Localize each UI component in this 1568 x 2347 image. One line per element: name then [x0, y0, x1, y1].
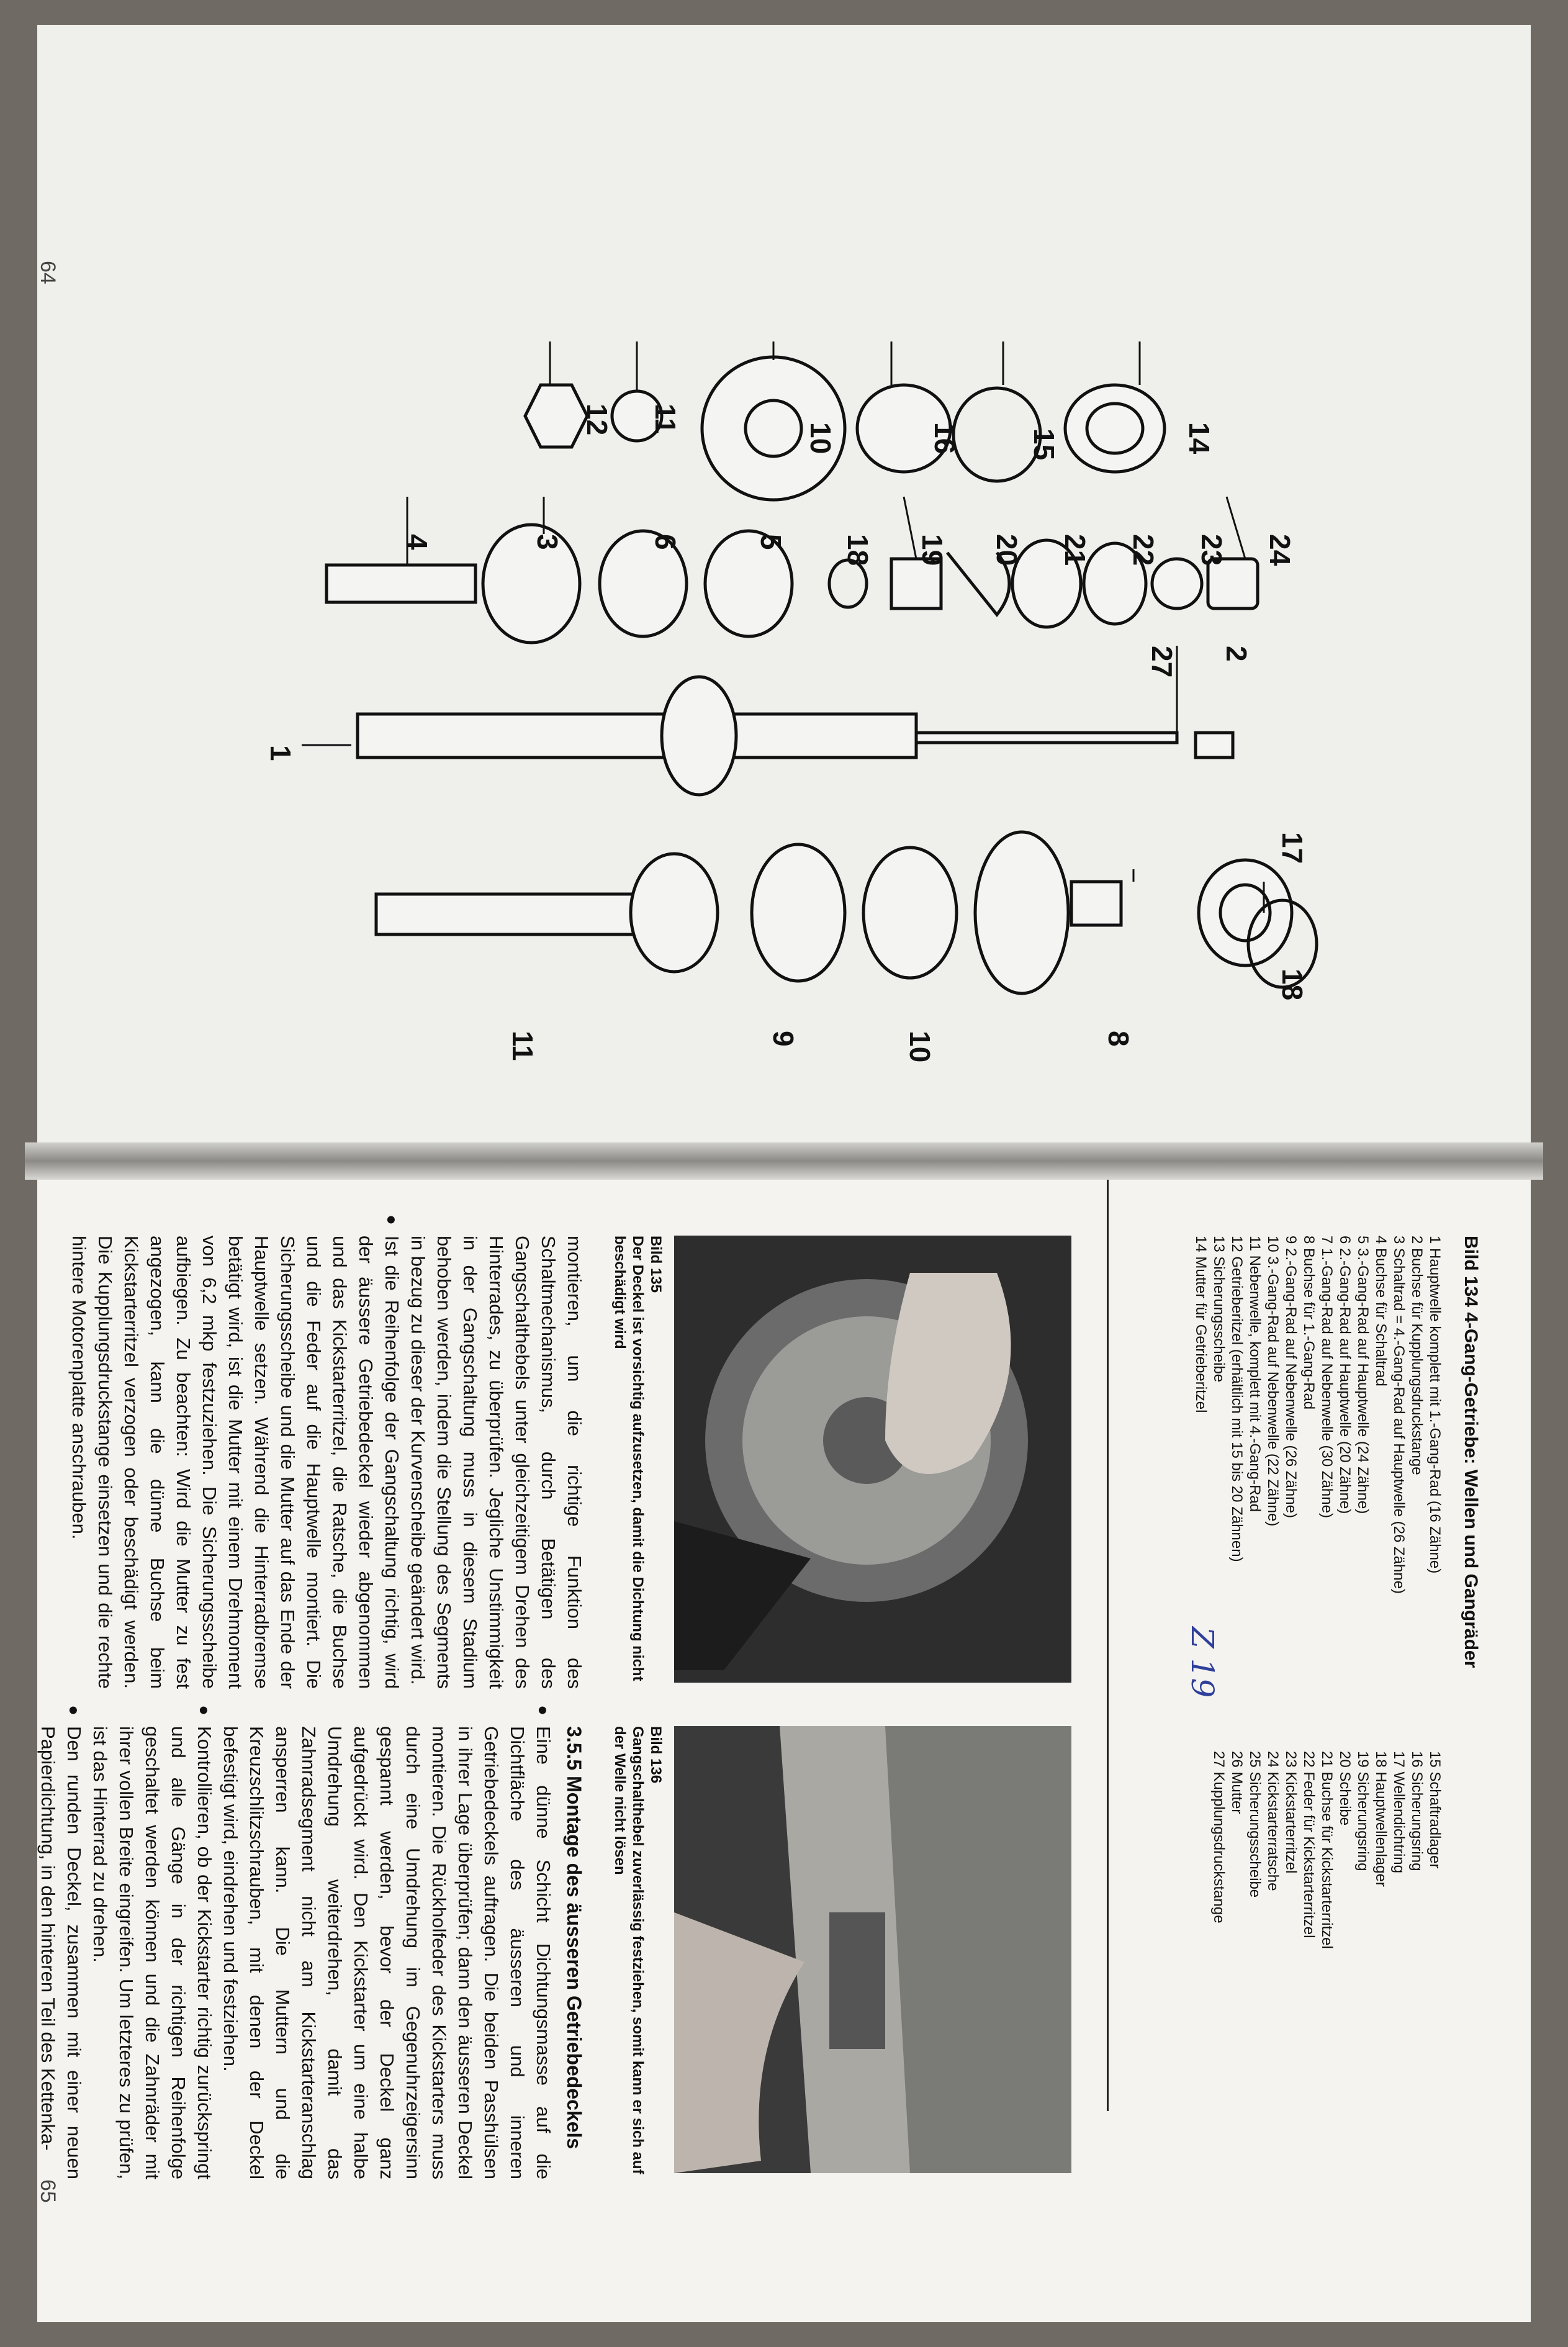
legend-item: 9 2.-Gang-Rad auf Nebenwelle (26 Zähne) [1282, 1236, 1299, 1518]
legend-item: 10 3.-Gang-Rad auf Nebenwelle (22 Zähne) [1264, 1236, 1281, 1527]
legend-item: 11 Nebenwelle, komplett mit 4.-Gang-Rad [1246, 1236, 1263, 1513]
gear-9-shape [752, 844, 845, 981]
callout-16: 15 [1028, 428, 1060, 461]
callout-2: 2 [1220, 646, 1253, 662]
legend-item: 1 Hauptwelle komplett mit 1.-Gang-Rad (16 Zähne) [1426, 1236, 1443, 1574]
book-gutter [25, 1142, 1543, 1180]
legend-item: 13 Sicherungsscheibe [1210, 1236, 1227, 1383]
callout-5: 5 [755, 534, 787, 550]
legend-item: 26 Mutter [1228, 1751, 1245, 1814]
callout-14: 12 [581, 404, 613, 436]
body-column-2 [35, 1726, 587, 2179]
callout-6: 6 [649, 534, 682, 550]
legend-item: 3 Schaltrad = 4.-Gang-Rad auf Hauptwelle (26 Zähne) [1390, 1236, 1407, 1594]
figure-136-photo [674, 1726, 1071, 2173]
bearing-15-bore [1087, 404, 1143, 453]
figure-136-caption: Bild 136 Gangschalthebel zuverlässig festziehen, somit kann er sich auf der Welle nicht lösen [611, 1726, 664, 2174]
layshaft-gear-shape [631, 854, 718, 972]
nut-26-shape [1208, 559, 1258, 608]
bush-21-shape [891, 559, 941, 608]
callout-9: 9 [767, 1031, 800, 1047]
legend-item: 25 Sicherungsscheibe [1246, 1751, 1263, 1898]
figure-135-photo [674, 1236, 1071, 1683]
legend-item: 4 Buchse für Schaltrad [1372, 1236, 1389, 1386]
legend-item: 19 Sicherungsring [1354, 1751, 1371, 1871]
handwritten-note: Z 19 [1184, 1627, 1220, 1698]
lockwasher-25-shape [1152, 559, 1202, 608]
washer-20-shape [829, 560, 867, 607]
mainshaft-gear-shape [662, 677, 736, 795]
callout-4: 4 [401, 534, 433, 550]
bullet-paragraph: ● Ist die Reihenfolge der Gangschaltung richtig, wird der äussere Getriebedeckel wieder abgenommen und das Kickstarterritzel, die Ratsche, die Buchse und die Feder auf die Hauptwelle montiert. Die Sicherungsscheibe und die Mutter auf das Ende der Hauptwelle setzen. Während die Hinterradbremse betätigt wird, ist die Mutter mit einem Drehmoment von 6,2 mkp festzuziehen. Die Sicherungsscheibe aufbiegen. Zu beachten: Wird die Mutter zu fest angezogen, kann die dünne Buchse beim Kickstarterritzel verzogen oder beschädigt werden. Die Kupplungsdruckstange einsetzen und die rechte hintere Motorenplatte anschrauben. [66, 1236, 405, 1689]
legend-item: 16 Sicherungsring [1408, 1751, 1425, 1871]
legend-item: 17 Wellendichtring [1390, 1751, 1407, 1874]
mainshaft-1-shape [358, 714, 916, 757]
legend-item: 2 Buchse für Kupplungsdruckstange [1408, 1236, 1425, 1475]
figure-135-caption: Bild 135 Der Deckel ist vorsichtig aufzusetzen, damit die Dichtung nicht beschädigt wird [611, 1236, 664, 1681]
gearbox-exploded-drawing [29, 261, 1320, 1130]
gear-7-shape [975, 832, 1068, 993]
callout-15: 14 [1183, 422, 1215, 454]
figure-136-image [674, 1726, 1071, 2173]
legend-item: 20 Scheibe [1336, 1751, 1353, 1826]
callout-11: 11 [507, 1031, 539, 1061]
legend-item: 15 Schaftradlager [1426, 1751, 1443, 1869]
section-heading: 3.5.5 Montage des äusseren Getriebedeckels [563, 1726, 585, 2150]
figure-134-legend-left [1192, 1236, 1444, 1720]
bearing-18-bore [1220, 885, 1270, 941]
callout-12: 10 [804, 422, 837, 454]
callout-22: 20 [991, 534, 1023, 566]
callout-13: 11 [649, 404, 682, 434]
figure-135-image [674, 1236, 1071, 1683]
callout-23: 21 [1059, 534, 1091, 566]
drawing-svg [29, 261, 1320, 1130]
callout-17: 16 [929, 422, 961, 454]
bullet-paragraph: ● Den runden Deckel, zusammen mit einer neuen Papierdichtung, in den hinteren Teil des Kettenka- [35, 1726, 87, 2179]
legend-item: 23 Kickstarterritzel [1282, 1751, 1299, 1874]
callout-27: 27 [1146, 646, 1178, 678]
callout-3: 3 [531, 534, 564, 550]
figure-134-legend-right [1210, 1751, 1444, 2235]
circlip-16-shape [953, 388, 1040, 481]
pushrod-27-shape [916, 733, 1177, 743]
legend-item: 18 Hauptwellenlager [1372, 1751, 1389, 1887]
sprocket-12-hub [746, 400, 801, 456]
callout-20: 18 [842, 534, 874, 566]
callout-19: 18 [1276, 969, 1309, 1001]
legend-item: 7 1.-Gang-Rad auf Nebenwelle (30 Zähne) [1318, 1236, 1335, 1518]
legend-item: 5 3.-Gang-Rad auf Hauptwelle (24 Zähne) [1354, 1236, 1371, 1514]
callout-25: 23 [1196, 534, 1228, 566]
legend-item: 14 Mutter für Getrieberitzel [1192, 1236, 1209, 1413]
callout-26: 24 [1264, 534, 1296, 566]
nut-14-shape [525, 385, 587, 447]
legend-item: 12 Getrieberitzel (erhältlich mit 15 bis 20 Zähnen) [1228, 1236, 1245, 1562]
page-number-right: 65 [36, 2179, 60, 2203]
callout-24: 22 [1127, 534, 1160, 566]
bush-8-shape [1071, 882, 1121, 925]
body-column-1 [66, 1236, 587, 1689]
bullet-paragraph: ● Eine dünne Schicht Dichtungsmasse auf die Dichtfläche des äusseren und inneren Getriebedeckels auftragen. Die beiden Passhülsen in ihrer Lage überprüfen; dann den äusseren Deckel montieren. Die Rückholfeder des Kickstarters muss durch eine Umdrehung im Gegenuhrzeigersinn gespannt werden, bevor der Deckel ganz aufgedrückt wird. Den Kickstarter um eine halbe Umdrehung weiterdrehen, damit das Zahnradsegment nicht am Kickstarteranschlag ansperren kann. Die Muttern und die Kreuzschlitzschrauben, mit denen der Deckel befestigt wird, eindrehen und festziehen. [217, 1726, 556, 2179]
callout-21: 19 [916, 534, 948, 566]
bullet-paragraph: ● Kontrollieren, ob der Kickstarter richtig zurückspringt und alle Gänge in der richtigen Reihenfolge geschaltet werden können und die Zahnräder mit ihrer vollen Breite eingreifen. Um letzteres zu prüfen, ist das Hinterrad zu drehen. [87, 1726, 217, 2179]
section-divider [1107, 1180, 1109, 2111]
legend-item: 6 2.-Gang-Rad auf Hauptwelle (20 Zähne) [1336, 1236, 1353, 1514]
bush-4-shape [327, 565, 475, 602]
legend-item: 24 Kickstarterratsche [1264, 1751, 1281, 1891]
legend-item: 8 Buchse für 1.-Gang-Rad [1300, 1236, 1317, 1410]
gear-10-shape [863, 848, 957, 978]
callout-10: 10 [904, 1031, 936, 1063]
legend-item: 22 Feder für Kickstarterritzel [1300, 1751, 1317, 1938]
callout-18: 17 [1276, 832, 1309, 864]
figure-134-title: Bild 134 4-Gang-Getriebe: Wellen und Gangräder [1461, 1236, 1481, 1668]
legend-item: 21 Buchse für Kickstarterritzel [1318, 1751, 1335, 1949]
callout-8: 8 [1102, 1031, 1135, 1047]
bush-2-shape [1196, 733, 1233, 757]
callout-1: 1 [264, 745, 297, 761]
page-number-left: 64 [36, 261, 60, 284]
paragraph: montieren, um die richtige Funktion des Schaltmechanismus, durch Betätigen des Gangschalthebels unter gleichzeitigem Drehen des Hinterrades, zu überprüfen. Jegliche Unstimmigkeit in der Gangschaltung muss in diesem Stadium behoben werden, indem die Stellung des Segments in bezug zu dieser der Kurvenscheibe geändert wird. [407, 1236, 585, 1689]
legend-item: 27 Kupplungsdruckstange [1210, 1751, 1227, 1924]
